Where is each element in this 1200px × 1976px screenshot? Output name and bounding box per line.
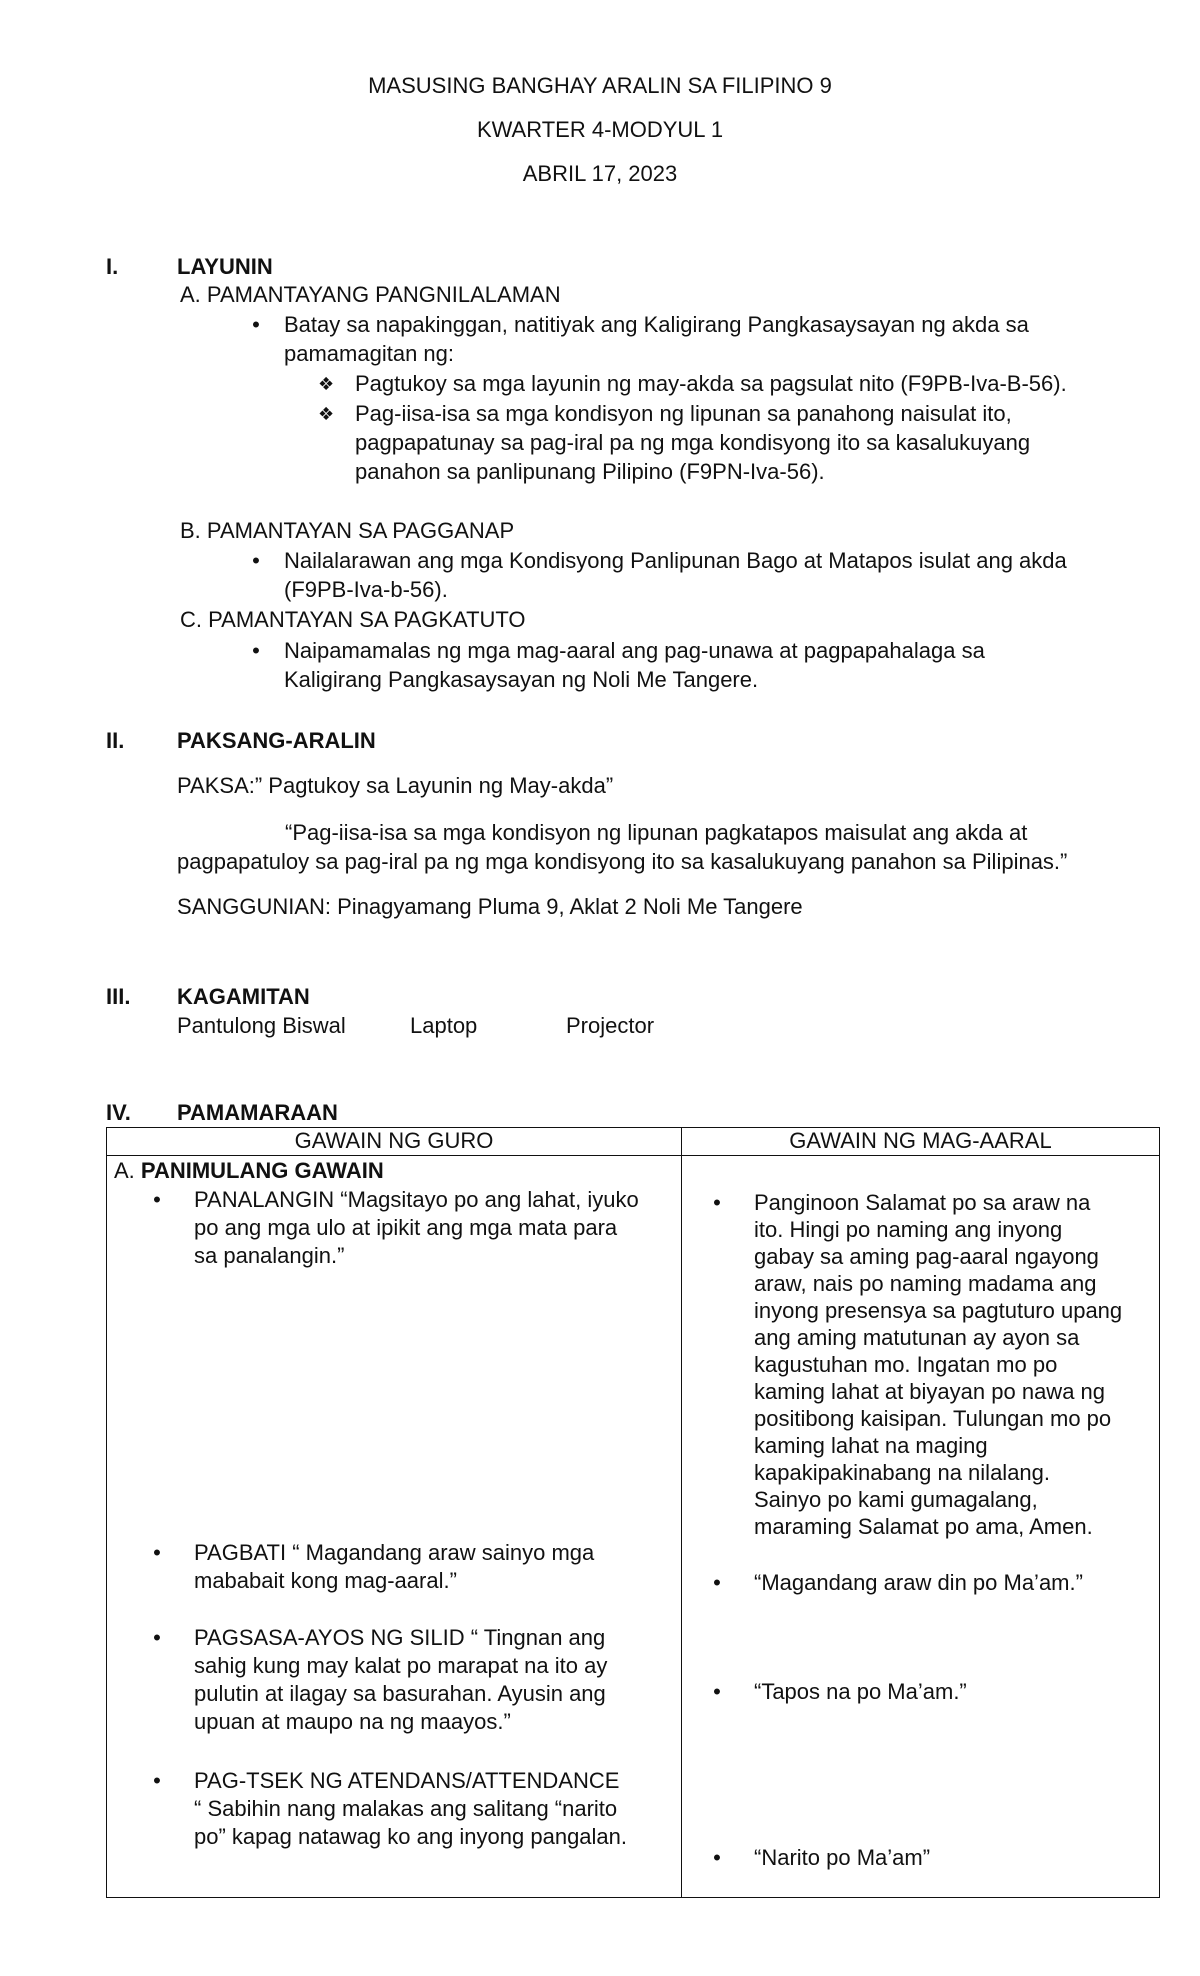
section-number-i: I.	[106, 254, 119, 279]
document-date: ABRIL 17, 2023	[522, 161, 678, 186]
table-section-heading: A. PANIMULANG GAWAIN	[114, 1158, 384, 1183]
bullet-dot-icon: •	[153, 1768, 161, 1793]
kagamitan-item-pantulong-biswal: Pantulong Biswal	[177, 1013, 346, 1038]
section-title-paksang-aralin: PAKSANG-ARALIN	[177, 728, 376, 753]
section-title-layunin: LAYUNIN	[177, 254, 273, 279]
teacher-item-pagbati: • PAGBATI “ Magandang araw sainyo mga mababait kong mag-aaral.”	[147, 1539, 677, 1599]
bullet-dot-icon: •	[153, 1187, 161, 1212]
subsection-b-title: B. PAMANTAYAN SA PAGGANAP	[180, 518, 515, 543]
bullet-dot-icon: •	[713, 1845, 721, 1870]
sanggunian-line: SANGGUNIAN: Pinagyamang Pluma 9, Aklat 2 Noli Me Tangere	[177, 894, 803, 919]
paksa-quote-line-1: “Pag-iisa-isa sa mga kondisyon ng lipunan pagkatapos maisulat ang akda at	[285, 820, 1028, 845]
column-header-gawain-ng-mag-aaral: GAWAIN NG MAG-AARAL	[682, 1128, 1160, 1156]
bullet-nailalarawan: • Nailalarawan ang mga Kondisyong Panlipunan Bago at Matapos isulat ang akda (F9PB-Iva-b-56).	[250, 547, 1130, 607]
student-item-pagbati: • “Magandang araw din po Ma’am.”	[707, 1569, 1157, 1599]
subsection-a-title: A. PAMANTAYANG PANGNILALAMAN	[180, 282, 561, 307]
teacher-item-pagsasaayos: • PAGSASA-AYOS NG SILID “ Tingnan ang sahig kung may kalat po marapat na ito ay pulutin at ilagay sa basurahan. Ayusin ang upuan at maupo na ng maayos.”	[147, 1624, 677, 1739]
section-number-ii: II.	[106, 728, 125, 753]
section-number-iv: IV.	[106, 1100, 131, 1125]
bullet-dot-icon: •	[713, 1570, 721, 1595]
student-activities-cell	[682, 1156, 1160, 1898]
activity-table	[106, 1127, 1160, 1898]
bullet-batay: • Batay sa napakinggan, natitiyak ang Kaligirang Pangkasaysayan ng akda sa pamamagitan ng:	[250, 311, 1130, 371]
bullet-naipamamalas: • Naipamamalas ng mga mag-aaral ang pag-unawa at pagpapahalaga sa Kaligirang Pangkasaysayan ng Noli Me Tangere.	[250, 637, 1130, 697]
bullet-dot-icon: •	[153, 1625, 161, 1650]
teacher-activities-cell	[107, 1156, 682, 1898]
column-header-gawain-ng-guro: GAWAIN NG GURO	[107, 1128, 682, 1156]
sub-bullet-pag-iisa-isa: ❖ Pag-iisa-isa sa mga kondisyon ng lipunan sa panahong naisulat ito, pagpapatunay sa pag-iral pa ng mga kondisyong ito sa kasalukuyang panahon sa panlipunang Pilipino (F9PN-Iva-56).	[318, 401, 1031, 484]
document-title: MASUSING BANGHAY ARALIN SA FILIPINO 9	[368, 73, 832, 98]
kagamitan-item-projector: Projector	[566, 1013, 655, 1038]
section-number-iii: III.	[106, 984, 131, 1009]
bullet-dot-icon: •	[252, 312, 260, 337]
section-title-kagamitan: KAGAMITAN	[177, 984, 310, 1009]
student-item-atendans: • “Narito po Ma’am”	[707, 1844, 1157, 1874]
student-item-panalangin: • Panginoon Salamat po sa araw na ito. Hingi po naming ang inyong gabay sa aming pag-aaral ngayong araw, nais po naming madama ang inyong presensya sa pagtuturo upang ang aming matutunan ay ayon sa kagustuhan mo. Ingatan mo po kaming lahat at biyayan po nawa ng positibong kaisipan. Tulungan mo po kaming lahat na maging kapakipakinabang na nilalang. Sainyo po kami gumagalang, maraming Salamat po ama, Amen.	[707, 1186, 1157, 1556]
bullet-dot-icon: •	[153, 1540, 161, 1565]
diamond-bullet-icon: ❖	[318, 404, 335, 424]
paksa-quote-line-2: pagpapatuloy sa pag-iral pa ng mga kondisyong ito sa kasalukuyang panahon sa Pilipinas.”	[177, 849, 1068, 874]
section-title-pamamaraan: PAMAMARAAN	[177, 1100, 338, 1125]
bullet-dot-icon: •	[713, 1190, 721, 1215]
subsection-c-title: C. PAMANTAYAN SA PAGKATUTO	[180, 607, 526, 632]
document-quarter: KWARTER 4-MODYUL 1	[476, 117, 724, 142]
student-item-pagsasaayos: • “Tapos na po Ma’am.”	[707, 1678, 1157, 1708]
bullet-dot-icon: •	[252, 548, 260, 573]
bullet-dot-icon: •	[713, 1679, 721, 1704]
bullet-dot-icon: •	[252, 638, 260, 663]
teacher-item-panalangin: • PANALANGIN “Magsitayo po ang lahat, iyuko po ang mga ulo at ipikit ang mga mata para sa panalangin.”	[147, 1186, 677, 1276]
kagamitan-item-laptop: Laptop	[410, 1013, 478, 1038]
paksa-line: PAKSA:” Pagtukoy sa Layunin ng May-akda”	[177, 773, 614, 798]
teacher-item-atendans: • PAG-TSEK NG ATENDANS/ATTENDANCE “ Sabihin nang malakas ang salitang “narito po” kapag natawag ko ang inyong pangalan.	[147, 1767, 677, 1857]
sub-bullet-pagtukoy: ❖ Pagtukoy sa mga layunin ng may-akda sa pagsulat nito (F9PB-Iva-B-56).	[318, 371, 1067, 396]
diamond-bullet-icon: ❖	[318, 374, 335, 394]
